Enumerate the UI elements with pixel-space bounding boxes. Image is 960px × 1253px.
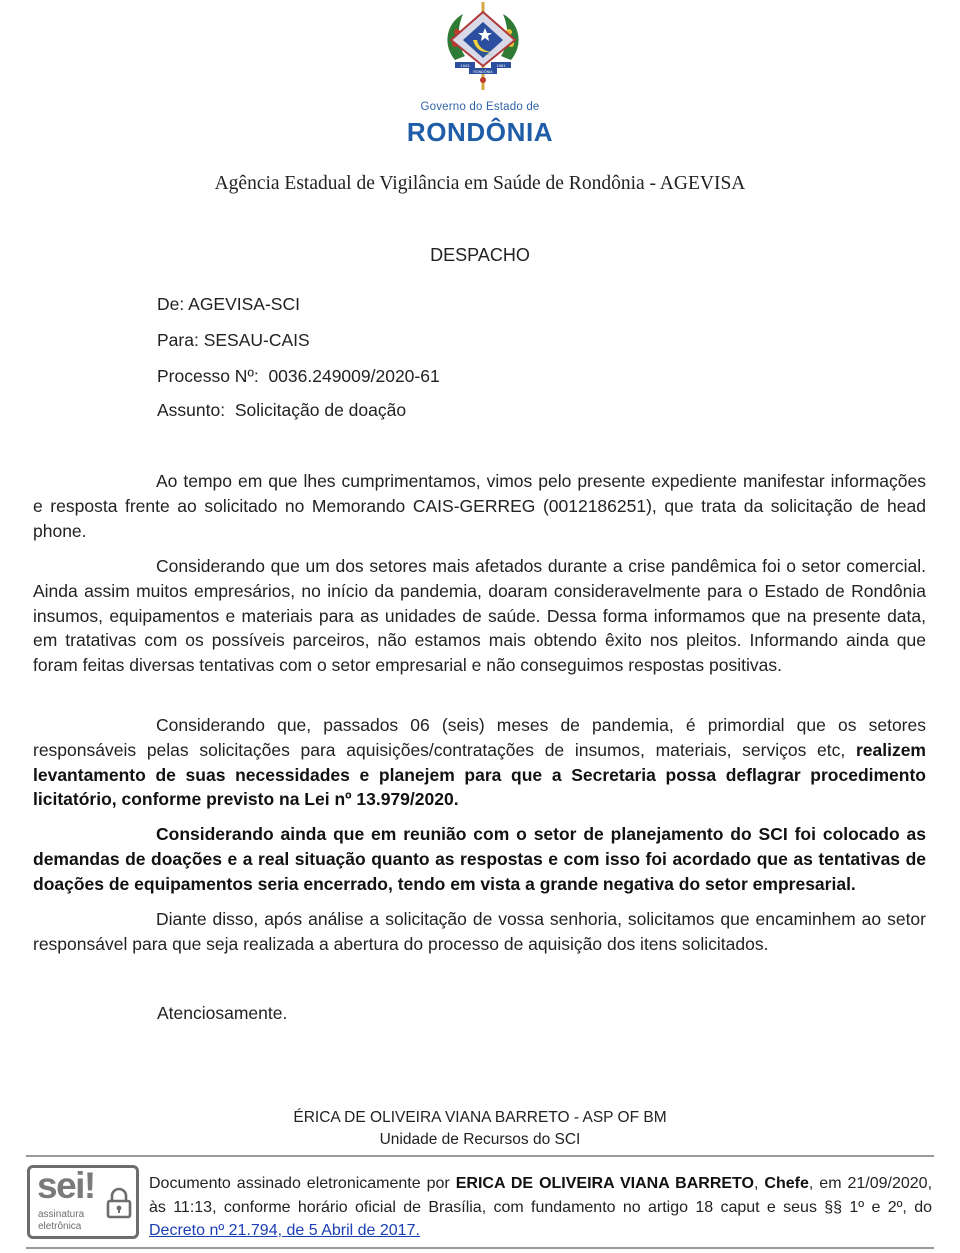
lock-icon (106, 1187, 132, 1219)
paragraph-text: Ao tempo em que lhes cumprimentamos, vimos pelo presente expediente manifestar informações e resposta frente ao solicitado no Memorando CAIS-GERREG (0012186251), que trata da solicitação de head phone. (33, 471, 926, 541)
signer-name-title: ÉRICA DE OLIVEIRA VIANA BARRETO - ASP OF BM (293, 1109, 667, 1126)
sei-signature-badge (27, 1165, 139, 1239)
electronic-signature-text (149, 1172, 932, 1243)
meta-label: Para: (157, 330, 199, 350)
signature-text-prefix: Documento assinado eletronicamente por (149, 1175, 456, 1192)
decree-link[interactable]: Decreto nº 21.794, de 5 Abril de 2017. (149, 1222, 420, 1239)
meta-from (157, 294, 300, 315)
meta-process-number (157, 366, 440, 387)
document-type-title: DESPACHO (430, 245, 530, 265)
divider (26, 1155, 934, 1157)
meta-label: De: (157, 294, 185, 314)
meta-to (157, 330, 310, 351)
signature-signer-role: Chefe (764, 1175, 809, 1192)
meta-separator (225, 400, 235, 420)
paragraph-bold-text: Considerando ainda que em reunião com o setor de planejamento do SCI foi colocado as demandas de doações e a real situação quanto as respostas e com isso foi acordado que as tentativas de doações de equipamentos seria encerrado, tendo em vista a grande negativa do setor empresarial. (33, 824, 926, 894)
signer-unit: Unidade de Recursos do SCI (379, 1131, 581, 1148)
body-paragraph-4 (33, 822, 926, 896)
meta-separator (259, 366, 269, 386)
signature-text-suffix: , em 21/09/2020, às 11:13, conforme horário oficial de Brasília, com fundamento no artigo 18 caput e seus §§ 1º e 2º, do (149, 1175, 933, 1216)
paragraph-text: Considerando que um dos setores mais afetados durante a crise pandêmica foi o setor comercial. Ainda assim muitos empresários, no início da pandemia, doaram consideravelmente para o Estado de Rondônia insumos, equipamentos e materiais para as unidades de saúde. Dessa forma informamos que na presente data, em tratativas com os possíveis parceiros, não estamos mais obtendo êxito nos pleitos. Informando ainda que foram feitas diversas tentativas com o setor empresarial e não conseguimos respostas positivas. (33, 556, 926, 676)
meta-label: Processo Nº: (157, 366, 259, 386)
body-paragraph-3 (33, 713, 926, 812)
meta-value: Solicitação de doação (234, 400, 407, 420)
government-subtitle: Governo do Estado de (420, 101, 540, 113)
sei-badge-line2: eletrônica (38, 1221, 82, 1232)
crest-state-label: RONDÔNIA (473, 70, 493, 74)
meta-value: SESAU-CAIS (203, 330, 310, 350)
signature-signer-name: ERICA DE OLIVEIRA VIANA BARRETO (455, 1175, 754, 1192)
signature-separator: , (754, 1175, 765, 1192)
body-paragraph-2 (33, 554, 926, 678)
body-paragraph-5 (33, 907, 926, 957)
meta-subject (157, 400, 406, 421)
closing-salutation: Atenciosamente. (157, 1003, 288, 1023)
meta-label: Assunto: (157, 400, 226, 420)
state-name: RONDÔNIA (406, 117, 554, 147)
divider (26, 1247, 934, 1249)
body-paragraph-1 (33, 469, 926, 543)
agency-name: Agência Estadual de Vigilância em Saúde de Rondônia - AGEVISA (214, 173, 746, 194)
paragraph-bold-text: realizem levantamento de suas necessidades e planejem para que a Secretaria possa deflagrar procedimento licitatório, conforme previsto na Lei nº 13.979/2020. (33, 739, 926, 810)
meta-value: AGEVISA-SCI (188, 294, 300, 314)
coat-of-arms-icon (441, 2, 525, 94)
meta-value: 0036.249009/2020-61 (268, 366, 440, 386)
sei-logo-text: sei! (37, 1165, 95, 1206)
paragraph-text: Considerando que, passados 06 (seis) meses de pandemia, é primordial que os setores responsáveis pelas solicitações para aquisições/contratações de insumos, materiais, serviços etc, (33, 715, 926, 760)
crest-year-right: 1981 (496, 63, 506, 68)
sei-badge-line1: assinatura (38, 1209, 85, 1220)
crest-year-left: 1943 (460, 63, 470, 68)
paragraph-text: Diante disso, após análise a solicitação de vossa senhoria, solicitamos que encaminhem ao setor responsável para que seja realizada a abertura do processo de aquisição dos itens solicitados. (33, 909, 926, 954)
